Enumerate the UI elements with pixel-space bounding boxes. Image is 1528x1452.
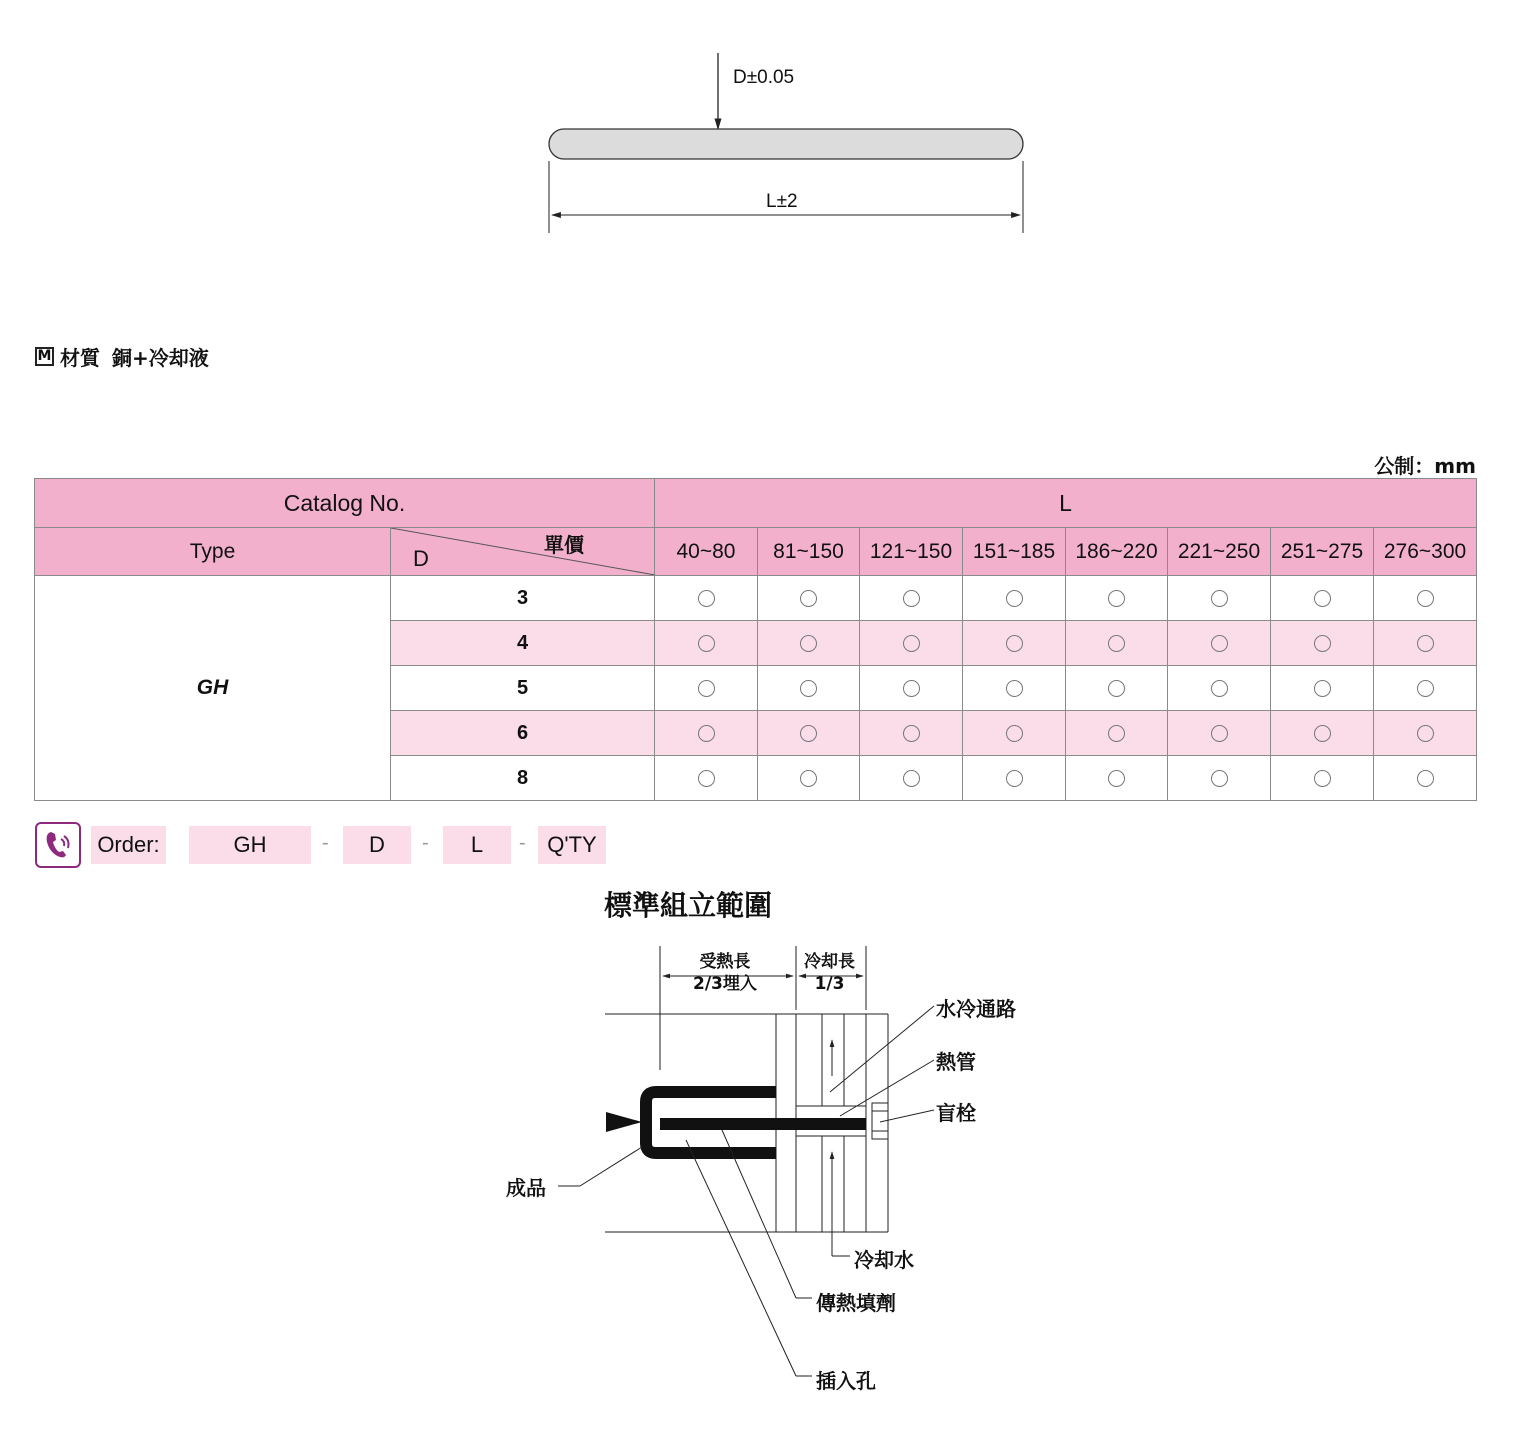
l-range-header: 221~250 [1168,528,1271,576]
availability-cell [963,756,1066,801]
availability-cell [1271,621,1374,666]
availability-cell [655,756,758,801]
unit-note: 公制：mm [1374,454,1476,478]
availability-circle-icon [903,725,920,742]
availability-cell [1168,621,1271,666]
availability-cell [758,621,860,666]
cool-length-label: 冷却長 1/3 [804,952,855,994]
availability-cell [1168,666,1271,711]
availability-cell [1374,711,1477,756]
material-label: 材質 [60,346,100,370]
availability-circle-icon [903,770,920,787]
order-field-d: D [343,826,411,864]
availability-cell [1066,711,1168,756]
l-range-header: 81~150 [758,528,860,576]
d-header: D [413,546,429,571]
availability-circle-icon [698,680,715,697]
availability-circle-icon [698,635,715,652]
plug-label: 盲栓 [936,1101,976,1125]
availability-cell [1271,666,1374,711]
availability-circle-icon [903,635,920,652]
length-tolerance-label: L±2 [766,191,798,212]
availability-circle-icon [1211,680,1228,697]
availability-cell [1066,756,1168,801]
insert-hole-label: 插入孔 [816,1369,876,1393]
thermal-filler-label: 傳熱填劑 [816,1291,896,1315]
availability-cell [1271,576,1374,621]
availability-cell [1271,756,1374,801]
availability-circle-icon [1006,590,1023,607]
heat-length-label: 受熱長 2/3埋入 [693,952,757,994]
availability-cell [1168,711,1271,756]
diagonal-divider [391,528,655,575]
availability-circle-icon [1417,725,1434,742]
availability-circle-icon [1314,725,1331,742]
availability-cell [860,621,963,666]
material-line [35,342,209,371]
availability-circle-icon [1417,770,1434,787]
availability-circle-icon [800,635,817,652]
availability-cell [963,621,1066,666]
availability-cell [758,756,860,801]
phone-icon [35,822,81,868]
availability-circle-icon [698,725,715,742]
availability-circle-icon [1108,770,1125,787]
water-channel-label: 水冷通路 [936,997,1016,1021]
availability-circle-icon [1417,680,1434,697]
availability-circle-icon [1417,635,1434,652]
availability-cell [963,666,1066,711]
availability-cell [1271,711,1374,756]
diameter-tolerance-label: D±0.05 [733,67,795,88]
availability-cell [1374,756,1477,801]
heat-pipe-label: 熱管 [936,1050,976,1074]
availability-cell [1374,576,1477,621]
availability-circle-icon [903,590,920,607]
availability-cell [860,711,963,756]
availability-cell [655,666,758,711]
availability-circle-icon [1108,635,1125,652]
order-separator: - [422,832,429,854]
availability-cell [860,756,963,801]
availability-cell [1066,621,1168,666]
availability-circle-icon [1108,725,1125,742]
availability-circle-icon [800,590,817,607]
availability-circle-icon [1006,635,1023,652]
order-separator: - [519,832,526,854]
spec-table [34,478,1477,801]
availability-cell [963,576,1066,621]
order-field-l: L [443,826,511,864]
availability-cell [860,666,963,711]
assembly-title: 標準組立範圍 [604,889,773,922]
availability-cell [1066,666,1168,711]
availability-circle-icon [1211,770,1228,787]
availability-circle-icon [1108,590,1125,607]
d-price-header [391,528,655,576]
l-range-header: 251~275 [1271,528,1374,576]
availability-circle-icon [1314,770,1331,787]
l-range-header: 276~300 [1374,528,1477,576]
availability-cell [655,576,758,621]
availability-cell [860,576,963,621]
availability-circle-icon [800,770,817,787]
availability-circle-icon [698,770,715,787]
availability-circle-icon [1417,590,1434,607]
order-label: Order: [91,826,166,864]
availability-circle-icon [1006,680,1023,697]
type-cell: GH [35,576,391,801]
availability-cell [655,711,758,756]
catalog-header: Catalog No. [35,479,655,528]
l-range-header: 121~150 [860,528,963,576]
availability-circle-icon [1211,635,1228,652]
availability-circle-icon [1211,725,1228,742]
table-row [35,576,1477,621]
availability-circle-icon [903,680,920,697]
d-value-cell: 4 [391,621,655,666]
availability-cell [1374,621,1477,666]
d-value-cell: 3 [391,576,655,621]
price-header: 單價 [544,533,584,557]
availability-circle-icon [1211,590,1228,607]
availability-circle-icon [698,590,715,607]
d-value-cell: 8 [391,756,655,801]
d-value-cell: 6 [391,711,655,756]
heat-pipe-shape [549,129,1023,159]
availability-cell [1374,666,1477,711]
availability-cell [963,711,1066,756]
l-range-header: 40~80 [655,528,758,576]
availability-circle-icon [800,725,817,742]
availability-circle-icon [1314,680,1331,697]
availability-circle-icon [1314,635,1331,652]
order-field-type: GH [189,826,311,864]
order-separator: - [322,832,329,854]
availability-cell [1168,576,1271,621]
l-header: L [655,479,1477,528]
material-value: 銅+冷却液 [112,346,209,370]
cooling-water-label: 冷却水 [854,1248,914,1272]
availability-circle-icon [1006,770,1023,787]
availability-circle-icon [1314,590,1331,607]
product-label: 成品 [506,1176,546,1200]
availability-cell [655,621,758,666]
availability-cell [1168,756,1271,801]
availability-cell [758,576,860,621]
l-range-header: 186~220 [1066,528,1168,576]
availability-cell [1066,576,1168,621]
order-field-qty: Q'TY [538,826,606,864]
material-badge: M [35,347,54,366]
availability-cell [758,711,860,756]
l-range-header: 151~185 [963,528,1066,576]
d-value-cell: 5 [391,666,655,711]
availability-circle-icon [800,680,817,697]
availability-cell [758,666,860,711]
availability-circle-icon [1108,680,1125,697]
type-header: Type [35,528,391,576]
availability-circle-icon [1006,725,1023,742]
